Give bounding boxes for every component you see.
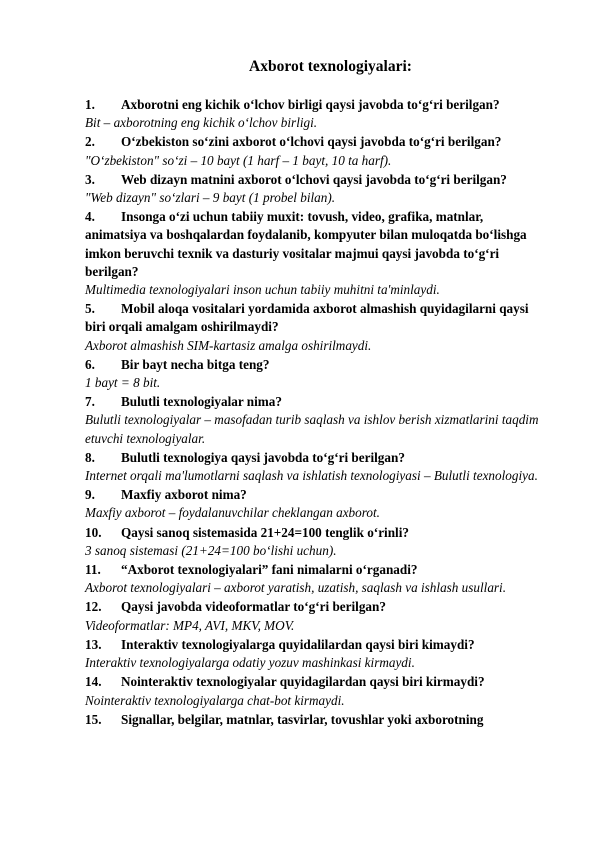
answer: Axborot almashish SIM-kartasiz amalga oshirilmaydi. bbox=[85, 337, 372, 353]
question-text: Bir bayt necha bitga teng? bbox=[121, 356, 270, 372]
answer: Maxfiy axborot – foydalanuvchilar cheklangan axborot. bbox=[85, 505, 380, 521]
question bbox=[85, 171, 546, 189]
question-number: 9. bbox=[85, 487, 95, 503]
question-text: Bulutli texnologiyalar nima? bbox=[121, 394, 282, 410]
question-number: 13. bbox=[85, 636, 102, 652]
question-number: 12. bbox=[85, 599, 102, 615]
question-text: Qaysi javobda videoformatlar to‘g‘ri berilgan? bbox=[121, 599, 386, 615]
question-number: 10. bbox=[85, 524, 102, 540]
question-text: Mobil aloqa vositalari yordamida axborot almashish quyidagilarni qaysi biri orqali amalgam oshirilmaydi? bbox=[85, 301, 529, 335]
answer: Bulutli texnologiyalar – masofadan turib saqlash va ishlov berish xizmatlarini taqdim etuvchi texnologiyalar. bbox=[85, 412, 539, 446]
question bbox=[85, 449, 546, 467]
qa-item-1 bbox=[85, 96, 546, 132]
question-text: Signallar, belgilar, matnlar, tasvirlar, tovushlar yoki axborotning bbox=[121, 711, 484, 727]
qa-item-10 bbox=[85, 524, 546, 560]
answer: Bit – axborotning eng kichik o‘lchov birligi. bbox=[85, 115, 318, 131]
question-text: Insonga o‘zi uchun tabiiy muxit: tovush, video, grafika, matnlar, animatsiya va boshqalardan foydalanib, kompyuter bilan muloqatda bo‘lishga imkon beruvchi texnik va dasturiy vositalar majmui qaysi javobda to‘g‘ri berilgan? bbox=[85, 209, 527, 279]
question-text: O‘zbekiston so‘zini axborot o‘lchovi qaysi javobda to‘g‘ri berilgan? bbox=[121, 134, 502, 150]
qa-item-7 bbox=[85, 393, 546, 448]
question bbox=[85, 133, 546, 151]
qa-item-4 bbox=[85, 208, 546, 299]
answer: Axborot texnologiyalari – axborot yaratish, uzatish, saqlash va ishlash usullari. bbox=[85, 580, 507, 596]
question-number: 14. bbox=[85, 674, 102, 690]
question bbox=[85, 711, 546, 729]
question-number: 1. bbox=[85, 97, 95, 112]
answer: Interaktiv texnologiyalarga odatiy yozuv mashinkasi kirmaydi. bbox=[85, 655, 415, 671]
question bbox=[85, 673, 546, 691]
question bbox=[85, 636, 546, 654]
qa-item-14 bbox=[85, 673, 546, 709]
question bbox=[85, 356, 546, 374]
question-number: 6. bbox=[85, 356, 95, 372]
qa-item-9 bbox=[85, 486, 546, 522]
qa-item-3 bbox=[85, 171, 546, 207]
qa-item-5 bbox=[85, 300, 546, 355]
question-number: 8. bbox=[85, 449, 95, 465]
qa-item-12 bbox=[85, 598, 546, 634]
qa-item-15 bbox=[85, 711, 546, 729]
question-text: Nointeraktiv texnologiyalar quyidagilardan qaysi biri kirmaydi? bbox=[121, 674, 485, 690]
answer: "O‘zbekiston" so‘zi – 10 bayt (1 harf – 1 bayt, 10 ta harf). bbox=[85, 152, 392, 168]
question bbox=[85, 524, 546, 542]
answer: "Web dizayn" so‘zlari – 9 bayt (1 probel bilan). bbox=[85, 190, 336, 206]
question bbox=[85, 486, 546, 504]
question-text: Axborotni eng kichik o‘lchov birligi qaysi javobda to‘g‘ri berilgan? bbox=[121, 97, 500, 112]
qa-item-6 bbox=[85, 356, 546, 392]
answer: Nointeraktiv texnologiyalarga chat-bot kirmaydi. bbox=[85, 692, 345, 708]
question-text: “Axborot texnologiyalari” fani nimalarni o‘rganadi? bbox=[121, 562, 418, 578]
question-text: Web dizayn matnini axborot o‘lchovi qaysi javobda to‘g‘ri berilgan? bbox=[121, 171, 507, 187]
answer: 1 bayt = 8 bit. bbox=[85, 375, 161, 391]
qa-item-13 bbox=[85, 636, 546, 672]
qa-item-11 bbox=[85, 561, 546, 597]
question-number: 3. bbox=[85, 171, 95, 187]
question-text: Qaysi sanoq sistemasida 21+24=100 tenglik o‘rinli? bbox=[121, 524, 409, 540]
answer: 3 sanoq sistemasi (21+24=100 bo‘lishi uchun). bbox=[85, 542, 337, 558]
qa-item-2 bbox=[85, 133, 546, 169]
question bbox=[85, 561, 546, 579]
question-number: 7. bbox=[85, 394, 95, 410]
question-text: Interaktiv texnologiyalarga quyidalilardan qaysi biri kimaydi? bbox=[121, 636, 475, 652]
question bbox=[85, 96, 546, 114]
question-text: Maxfiy axborot nima? bbox=[121, 487, 247, 503]
question-number: 11. bbox=[85, 562, 101, 578]
question bbox=[85, 208, 546, 281]
answer: Internet orqali ma'lumotlarni saqlash va ishlatish texnologiyasi – Bulutli texnologiya. bbox=[85, 468, 538, 484]
question-text: Bulutli texnologiya qaysi javobda to‘g‘ri berilgan? bbox=[121, 449, 405, 465]
question bbox=[85, 598, 546, 616]
question bbox=[85, 300, 546, 336]
answer: Videoformatlar: MP4, AVI, MKV, MOV. bbox=[85, 617, 295, 633]
document-title: Axborot texnologiyalari: bbox=[249, 58, 412, 75]
question-number: 15. bbox=[85, 711, 102, 727]
question-number: 4. bbox=[85, 209, 95, 225]
answer: Multimedia texnologiyalari inson uchun tabiiy muhitni ta'minlaydi. bbox=[85, 282, 440, 298]
qa-item-8 bbox=[85, 449, 546, 485]
question-number: 2. bbox=[85, 134, 95, 150]
question bbox=[85, 393, 546, 411]
question-number: 5. bbox=[85, 301, 95, 317]
